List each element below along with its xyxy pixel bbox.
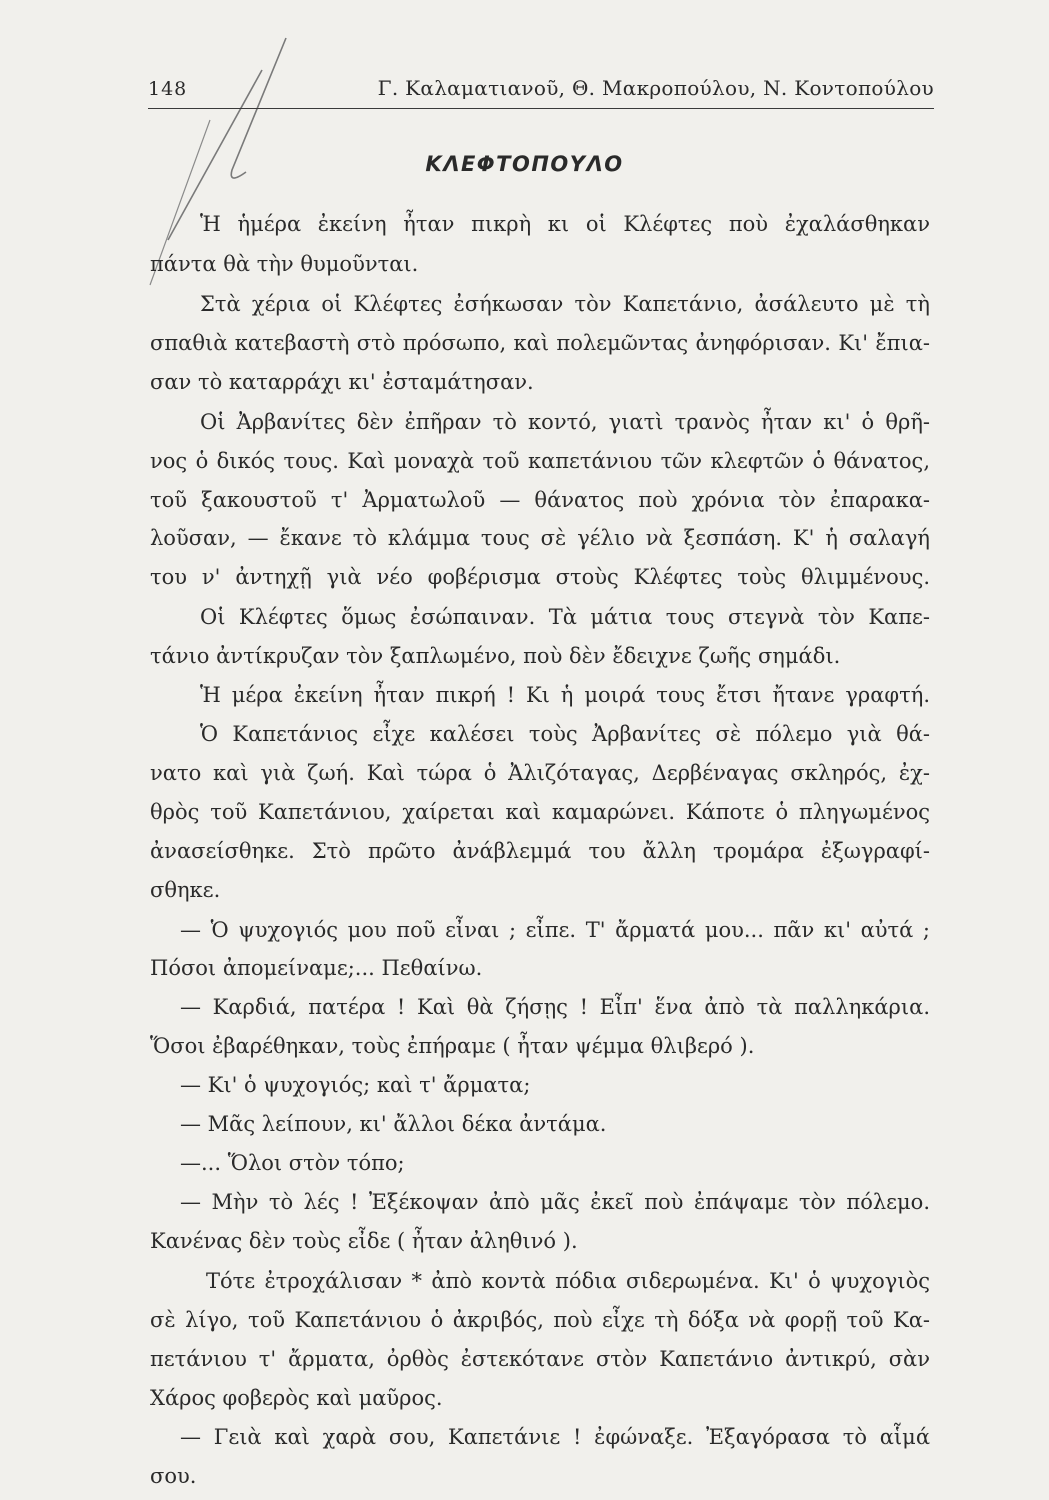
text-line: νατο καὶ γιὰ ζωή. Καὶ τώρα ὁ Ἀλιζόταγας, Δερβέναγας σκληρός, ἐχ-: [150, 761, 930, 785]
text-line: Τότε ἐτροχάλισαν * ἀπὸ κοντὰ πόδια σιδερωμένα. Κι' ὁ ψυχογιὸς: [206, 1269, 930, 1293]
text-line: τοῦ ξακουστοῦ τ' Ἀρματωλοῦ — θάνατος ποὺ χρόνια τὸν ἐπαρακα-: [150, 488, 930, 512]
text-line: νος ὁ δικός τους. Καὶ μοναχὰ τοῦ καπετάνιου τῶν κλεφτῶν ὁ θάνατος,: [150, 449, 930, 473]
text-line: — Μὴν τὸ λές ! Ἐξέκοψαν ἀπὸ μᾶς ἐκεῖ ποὺ ἐπάψαμε τὸν πόλεμο.: [180, 1190, 930, 1214]
text-line: —... Ὅλοι στὸν τόπο;: [180, 1151, 405, 1175]
text-line: Πόσοι ἀπομείναμε;... Πεθαίνω.: [150, 956, 483, 980]
text-line: λοῦσαν, — ἔκανε τὸ κλάμμα τους σὲ γέλιο νὰ ξεσπάση. Κ' ἡ σαλαγή: [150, 526, 930, 550]
text-line: — Μᾶς λείπουν, κι' ἄλλοι δέκα ἀντάμα.: [180, 1112, 607, 1136]
text-line: Ἡ μέρα ἐκείνη ἦταν πικρή ! Κι ἡ μοιρά τους ἔτσι ἤτανε γραφτή.: [200, 683, 930, 707]
page-header: [148, 74, 934, 109]
text-line: Ἡ ἡμέρα ἐκείνη ἦταν πικρὴ κι οἱ Κλέφτες ποὺ ἐχαλάσθηκαν: [200, 212, 930, 236]
text-line: σου.: [150, 1464, 197, 1488]
text-line: πετάνιου τ' ἄρματα, ὀρθὸς ἐστεκότανε στὸν Καπετάνιο ἀντικρύ, σὰν: [150, 1347, 930, 1371]
text-line: σθηκε.: [150, 878, 221, 902]
text-line: — Ὁ ψυχογιός μου ποῦ εἶναι ; εἶπε. Τ' ἄρματά μου... πᾶν κι' αὐτά ;: [180, 918, 930, 942]
text-line: του ν' ἀντηχῇ γιὰ νέο φοβέρισμα στοὺς Κλέφτες τοὺς θλιμμένους.: [150, 565, 930, 589]
text-line: Κανένας δὲν τοὺς εἶδε ( ἦταν ἀληθινό ).: [150, 1229, 578, 1253]
text-line: Χάρος φοβερὸς καὶ μαῦρος.: [150, 1386, 443, 1410]
text-line: πάντα θὰ τὴν θυμοῦνται.: [150, 252, 419, 276]
page-number: 148: [148, 78, 188, 100]
text-line: Οἱ Κλέφτες ὅμως ἐσώπαιναν. Τὰ μάτια τους στεγνὰ τὸν Καπε-: [200, 605, 930, 629]
text-line: — Κι' ὁ ψυχογιός; καὶ τ' ἄρματα;: [180, 1073, 531, 1097]
text-line: τάνιο ἀντίκρυζαν τὸν ξαπλωμένο, ποὺ δὲν ἔδειχνε ζωῆς σημάδι.: [150, 644, 841, 668]
text-line: — Γειὰ καὶ χαρὰ σου, Καπετάνιε ! ἐφώναξε. Ἐξαγόρασα τὸ αἷμά: [180, 1425, 930, 1449]
text-line: σαν τὸ καταρράχι κι' ἐσταμάτησαν.: [150, 370, 534, 394]
text-line: Ὅσοι ἐβαρέθηκαν, τοὺς ἐπήραμε ( ἦταν ψέμμα θλιβερό ).: [150, 1034, 755, 1058]
text-line: σπαθιὰ κατεβαστὴ στὸ πρόσωπο, καὶ πολεμῶντας ἀνηφόρισαν. Κι' ἔπια-: [150, 331, 930, 355]
text-line: θρὸς τοῦ Καπετάνιου, χαίρεται καὶ καμαρώνει. Κάποτε ὁ πληγωμένος: [150, 800, 930, 824]
running-head: Γ. Καλαματιανοῦ, Θ. Μακροπούλου, Ν. Κοντοπούλου: [377, 76, 934, 100]
text-line: Ὁ Καπετάνιος εἶχε καλέσει τοὺς Ἀρβανίτες σὲ πόλεμο γιὰ θά-: [200, 722, 930, 746]
text-line: — Καρδιά, πατέρα ! Καὶ θὰ ζήσῃς ! Εἶπ' ἕνα ἀπὸ τὰ παλληκάρια.: [180, 995, 930, 1019]
text-line: Οἱ Ἀρβανίτες δὲν ἐπῆραν τὸ κοντό, γιατὶ τρανὸς ἦταν κι' ὁ θρῆ-: [200, 410, 930, 434]
story-title: ΚΛΕΦΤΟΠΟΥΛΟ: [425, 152, 624, 176]
text-line: Στὰ χέρια οἱ Κλέφτες ἐσήκωσαν τὸν Καπετάνιο, ἀσάλευτο μὲ τὴ: [200, 292, 930, 316]
text-line: ἀνασείσθηκε. Στὸ πρῶτο ἀνάβλεμμά του ἄλλη τρομάρα ἐξωγραφί-: [150, 839, 930, 863]
text-line: σὲ λίγο, τοῦ Καπετάνιου ὁ ἀκριβός, ποὺ εἶχε τὴ δόξα νὰ φορῇ τοῦ Κα-: [150, 1308, 930, 1332]
